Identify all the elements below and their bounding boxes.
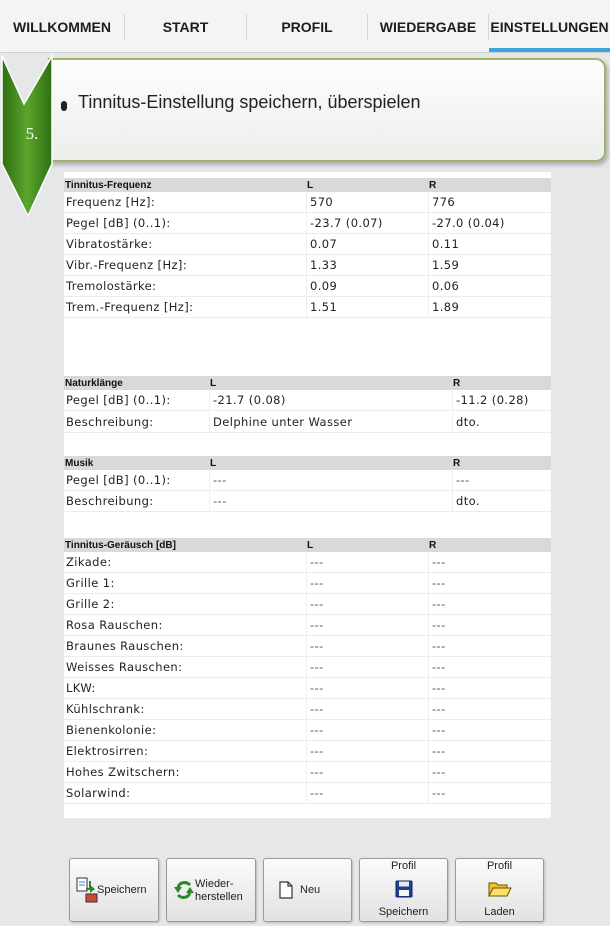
- column-r-header: R: [429, 540, 437, 551]
- table-row: [64, 573, 551, 594]
- section-header: [64, 538, 551, 552]
- column-l-header: L: [210, 458, 217, 469]
- value-left: ---: [306, 615, 432, 635]
- table-row: [64, 678, 551, 699]
- row-label: Braunes Rauschen:: [66, 639, 184, 653]
- row-label: Bienenkolonie:: [66, 723, 157, 737]
- row-label: Frequenz [Hz]:: [66, 195, 156, 209]
- value-right: ---: [428, 783, 552, 803]
- restore-button-label-line1: Wieder-: [195, 878, 234, 890]
- value-left: ---: [209, 491, 453, 511]
- value-right: ---: [428, 615, 552, 635]
- value-left: ---: [306, 678, 432, 698]
- value-right: ---: [428, 678, 552, 698]
- section-title: Tinnitus-Frequenz: [65, 180, 152, 191]
- table-row: [64, 192, 551, 213]
- row-label: Hohes Zwitschern:: [66, 765, 180, 779]
- value-right: 1.89: [428, 297, 552, 317]
- value-right: ---: [428, 699, 552, 719]
- value-right: -11.2 (0.28): [452, 390, 552, 410]
- column-r-header: R: [453, 378, 461, 389]
- row-label: Grille 2:: [66, 597, 115, 611]
- tab-start[interactable]: START: [162, 19, 209, 35]
- table-row: [64, 783, 551, 804]
- row-label: Trem.-Frequenz [Hz]:: [66, 300, 194, 314]
- column-l-header: L: [210, 378, 217, 389]
- row-label: LKW:: [66, 681, 96, 695]
- value-left: ---: [306, 762, 432, 782]
- value-right: ---: [428, 720, 552, 740]
- table-row: [64, 213, 551, 234]
- new-document-icon: [279, 881, 293, 899]
- row-label: Kühlschrank:: [66, 702, 145, 716]
- table-row: [64, 636, 551, 657]
- column-l-header: L: [307, 540, 314, 551]
- value-right: dto.: [452, 491, 552, 511]
- table-row: [64, 255, 551, 276]
- settings-panel: [64, 172, 551, 818]
- row-label: Pegel [dB] (0..1):: [66, 473, 171, 487]
- profile-load-label-bottom: Laden: [484, 906, 515, 918]
- table-row: [64, 491, 551, 512]
- value-left: 1.51: [306, 297, 432, 317]
- value-left: ---: [306, 594, 432, 614]
- restore-button[interactable]: [166, 858, 256, 922]
- value-right: ---: [428, 762, 552, 782]
- row-label: Beschreibung:: [66, 415, 154, 429]
- column-l-header: L: [307, 180, 314, 191]
- table-row: [64, 470, 551, 491]
- save-to-device-icon: [76, 877, 98, 903]
- restore-button-label-line2: herstellen: [195, 891, 243, 903]
- save-button[interactable]: [69, 858, 159, 922]
- row-label: Elektrosirren:: [66, 744, 149, 758]
- table-row: [64, 552, 551, 573]
- row-label: Rosa Rauschen:: [66, 618, 163, 632]
- row-label: Solarwind:: [66, 786, 131, 800]
- tab-profil[interactable]: PROFIL: [281, 19, 333, 35]
- save-button-label: Speichern: [97, 884, 147, 896]
- table-row: [64, 390, 551, 411]
- value-right: dto.: [452, 412, 552, 432]
- row-label: Vibr.-Frequenz [Hz]:: [66, 258, 188, 272]
- value-left: 0.09: [306, 276, 432, 296]
- table-row: [64, 699, 551, 720]
- table-row: [64, 594, 551, 615]
- section-title: Tinnitus-Geräusch [dB]: [65, 540, 176, 551]
- value-left: -21.7 (0.08): [209, 390, 453, 410]
- table-row: [64, 412, 551, 433]
- open-folder-icon: [488, 880, 512, 898]
- section-header: [64, 376, 551, 390]
- step-title: Tinnitus-Einstellung speichern, überspielen: [78, 92, 421, 112]
- value-left: 570: [306, 192, 432, 212]
- value-right: 776: [428, 192, 552, 212]
- table-row: [64, 657, 551, 678]
- value-right: ---: [428, 552, 552, 572]
- value-right: ---: [428, 636, 552, 656]
- bullet-icon: [61, 101, 67, 111]
- value-left: ---: [306, 699, 432, 719]
- profile-save-label-top: Profil: [390, 860, 417, 872]
- floppy-disk-icon: [395, 880, 413, 898]
- value-right: ---: [428, 657, 552, 677]
- row-label: Grille 1:: [66, 576, 115, 590]
- table-row: [64, 234, 551, 255]
- column-r-header: R: [429, 180, 437, 191]
- step-number: 5.: [25, 124, 39, 143]
- value-left: Delphine unter Wasser: [209, 412, 453, 432]
- tab-einstellungen[interactable]: EINSTELLUNGEN: [489, 0, 610, 52]
- tab-wiedergabe[interactable]: WIEDERGABE: [379, 19, 477, 35]
- value-left: -23.7 (0.07): [306, 213, 432, 233]
- row-label: Tremolostärke:: [66, 279, 157, 293]
- value-left: ---: [306, 552, 432, 572]
- value-right: 0.11: [428, 234, 552, 254]
- value-right: ---: [452, 470, 552, 490]
- row-label: Zikade:: [66, 555, 112, 569]
- value-right: 1.59: [428, 255, 552, 275]
- value-right: ---: [428, 741, 552, 761]
- value-left: ---: [306, 573, 432, 593]
- row-label: Pegel [dB] (0..1):: [66, 216, 171, 230]
- row-label: Weisses Rauschen:: [66, 660, 183, 674]
- value-left: ---: [306, 636, 432, 656]
- section-title: Naturklänge: [65, 378, 123, 389]
- section-header: [64, 456, 551, 470]
- table-row: [64, 762, 551, 783]
- row-label: Beschreibung:: [66, 494, 154, 508]
- value-right: ---: [428, 594, 552, 614]
- restore-arrows-icon: [174, 879, 194, 901]
- column-r-header: R: [453, 458, 461, 469]
- new-button-label: Neu: [300, 884, 321, 896]
- value-left: ---: [306, 720, 432, 740]
- value-right: -27.0 (0.04): [428, 213, 552, 233]
- table-row: [64, 615, 551, 636]
- value-left: ---: [306, 783, 432, 803]
- value-left: ---: [306, 657, 432, 677]
- new-button[interactable]: [263, 858, 352, 922]
- value-left: ---: [209, 470, 453, 490]
- tab-willkommen[interactable]: WILLKOMMEN: [13, 19, 111, 35]
- table-row: [64, 276, 551, 297]
- section-title: Musik: [65, 458, 94, 469]
- table-row: [64, 741, 551, 762]
- profile-save-label-bottom: Speichern: [378, 906, 429, 918]
- value-right: ---: [428, 573, 552, 593]
- table-row: [64, 720, 551, 741]
- row-label: Vibratostärke:: [66, 237, 153, 251]
- table-row: [64, 297, 551, 318]
- profile-load-button[interactable]: [455, 858, 544, 922]
- section-header: [64, 178, 551, 192]
- value-left: 1.33: [306, 255, 432, 275]
- row-label: Pegel [dB] (0..1):: [66, 393, 171, 407]
- tab-bar: [0, 0, 610, 53]
- value-right: 0.06: [428, 276, 552, 296]
- value-left: 0.07: [306, 234, 432, 254]
- profile-load-label-top: Profil: [486, 860, 513, 872]
- value-left: ---: [306, 741, 432, 761]
- profile-save-button[interactable]: [359, 858, 448, 922]
